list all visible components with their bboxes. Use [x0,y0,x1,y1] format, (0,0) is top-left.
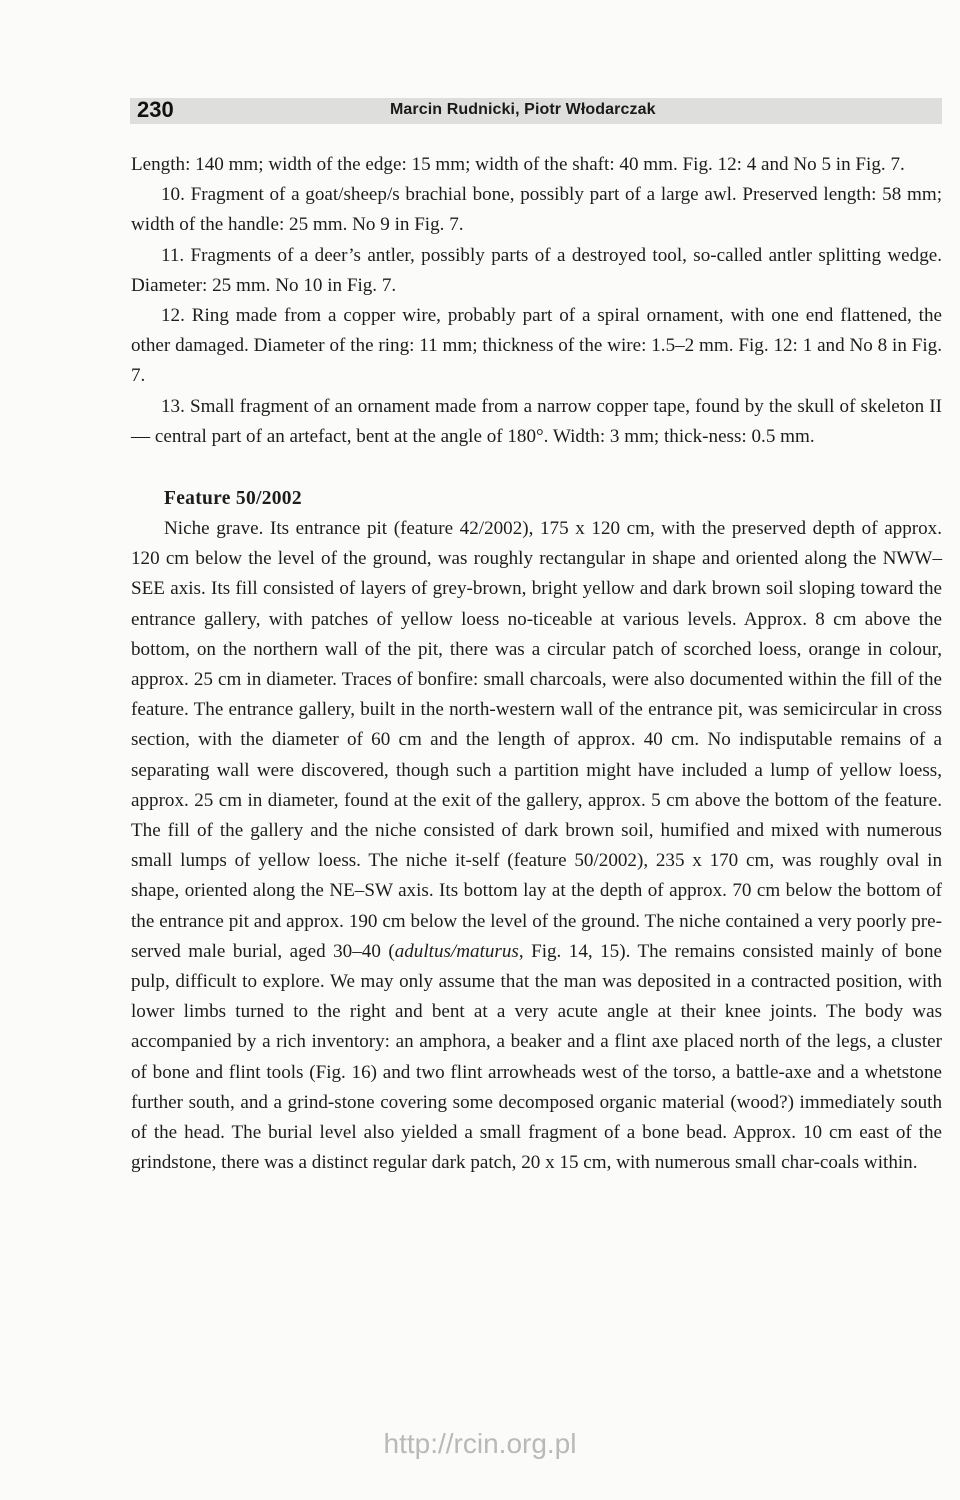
feature-description [131,514,942,1178]
running-head-authors: Marcin Rudnicki, Piotr Włodarczak [390,101,656,118]
age-category-italic: adultus/maturus [394,940,519,962]
catalogue-entry-continuation: Length: 140 mm; width of the edge: 15 mm; width of the shaft: 40 mm. Fig. 12: 4 and No 5 in Fig. 7. [131,154,905,175]
feature-heading: Feature 50/2002 [164,488,302,510]
catalogue-entry-13: 13. Small fragment of an ornament made from a narrow copper tape, found by the skull of skeleton II — central part of an artefact, bent at the angle of 180°. Width: 3 mm; thick-ness: 0.5 mm. [131,395,942,447]
footer-url-watermark[interactable]: http://rcin.org.pl [383,1428,577,1459]
page-number: 230 [137,97,174,122]
body-text [131,150,942,1179]
feature-paragraph [131,514,942,1178]
feature-text-part-2: , Fig. 14, 15). The remains consisted mainly of bone pulp, difficult to explore. We may only assume that the man was deposited in a contracted position, with lower limbs turned to the right and bent at a very acute angle at their knee joints. The body was accompanied by a rich inventory: an amphora, a beaker and a flint axe placed north of the legs, a cluster of bone and flint tools (Fig. 16) and two flint arrowheads west of the torso, a battle-axe and a whetstone further south, and a grind-stone covering some decomposed organic material (wood?) immediately south of the head. The burial level also yielded a small fragment of a bone bead. Approx. 10 cm east of the grindstone, there was a distinct regular dark patch, 20 x 15 cm, with numerous small char-coals within. [131,940,942,1174]
catalogue-entry-10: 10. Fragment of a goat/sheep/s brachial bone, possibly part of a large awl. Preserved length: 58 mm; width of the handle: 25 mm. No 9 in Fig. 7. [131,184,942,236]
feature-text-part-1: Niche grave. Its entrance pit (feature 42/2002), 175 x 120 cm, with the preserved depth of approx. 120 cm below the level of the ground, was roughly rectangular in shape and oriented along the NWW–SEE axis. Its fill consisted of layers of grey-brown, bright yellow and dark brown soil sloping toward the entrance gallery, with patches of yellow loess no-ticeable at various levels. Approx. 8 cm above the bottom, on the northern wall of the pit, there was a circular patch of scorched loess, orange in colour, approx. 25 cm in diameter. Traces of bonfire: small charcoals, were also documented within the fill of the feature. The entrance gallery, built in the north-western wall of the entrance pit, was semicircular in cross section, with the diameter of 60 cm and the length of approx. 40 cm. No indisputable remains of a separating wall were discovered, though such a partition might have included a lump of yellow loess, approx. 25 cm in diameter, found at the exit of the gallery, approx. 5 cm above the bottom of the feature. The fill of the gallery and the niche consisted of dark brown soil, humified and mixed with numerous small lumps of yellow loess. The niche it-self (feature 50/2002), 235 x 170 cm, was roughly oval in shape, oriented along the NE–SW axis. Its bottom lay at the depth of approx. 70 cm below the bottom of the entrance pit and approx. 190 cm below the level of the ground. The niche contained a very poorly pre-served male burial, aged 30–40 ( [131,518,942,962]
catalogue-entry-12: 12. Ring made from a copper wire, probably part of a spiral ornament, with one end flattened, the other damaged. Diameter of the ring: 11 mm; thickness of the wire: 1.5–2 mm. Fig. 12: 1 and No 8 in Fig. 7. [131,305,942,387]
catalogue-entry-11: 11. Fragments of a deer’s antler, possibly parts of a destroyed tool, so-called antler splitting wedge. Diameter: 25 mm. No 10 in Fig. 7. [131,244,942,296]
